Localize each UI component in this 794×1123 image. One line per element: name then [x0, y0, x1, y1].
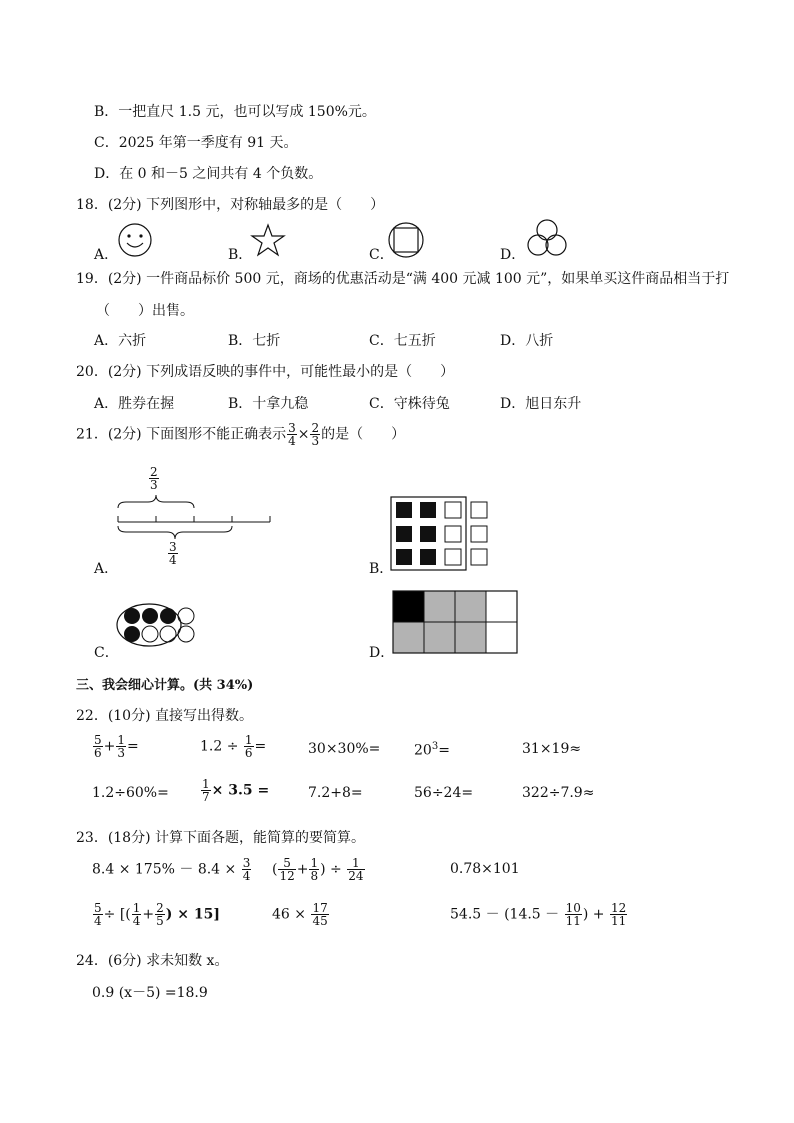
times-sign: ×: [297, 426, 310, 443]
shaded-rectangle-diagram: [392, 590, 520, 654]
number-line-diagram: [112, 498, 277, 544]
star-shape-icon: [250, 224, 286, 256]
q21-a-bottom-fraction: $\frac{3}{4}$: [169, 540, 177, 567]
q23-r1-expr2: ( $\frac{5}{12}$ + $\frac{1}{8}$ ) ÷ $\frac{1}{24}$: [272, 856, 364, 883]
q21-label-b: B．: [369, 561, 394, 577]
q20-stem: 20．(2分) 下列成语反映的事件中，可能性最小的是（ ）: [76, 364, 455, 380]
q21-label-c: C．: [94, 645, 119, 661]
circle-with-square-icon: [388, 222, 424, 258]
q22-r2-expr1: 1.2÷60%=: [92, 785, 169, 801]
q23-r2-expr1: $\frac{5}{4}$ ÷ [( $\frac{1}{4}$ + $\frac{2}{5}$ ) × 15]: [94, 901, 220, 928]
q22-r1-expr2: 1.2 ÷ $\frac{1}{6}$ =: [200, 733, 267, 760]
q22-r1-expr4: $20^3=$: [414, 741, 450, 759]
q23-r1-expr1: 8.4 × 175% － 8.4 × $\frac{3}{4}$: [92, 856, 251, 883]
q24-stem: 24．(6分) 求未知数 x。: [76, 953, 229, 969]
q23-stem: 23．(18分) 计算下面各题，能简算的要简算。: [76, 830, 366, 846]
q17-option-c: C．2025 年第一季度有 91 天。: [94, 135, 298, 151]
q23-r1-expr3: 0.78×101: [450, 861, 520, 877]
q23-r2-expr3: 54.5 － (14.5 － $\frac{10}{11}$ ) + $\frac{12}{11}$: [450, 901, 627, 928]
q21-stem-after: 的是（ ）: [321, 426, 406, 443]
q21-stem: [76, 422, 405, 447]
q22-r2-expr2: $\frac{1}{7}$ × 3.5 =: [202, 777, 270, 804]
q21-label-d: D．: [369, 645, 395, 661]
q18-option-b: B．: [228, 247, 253, 263]
q17-option-b: B．一把直尺 1.5 元，也可以写成 150%元。: [94, 104, 376, 120]
q18-stem: 18．(2分) 下列图形中，对称轴最多的是（ ）: [76, 197, 385, 213]
q18-option-c: C．: [369, 247, 394, 263]
fraction: $\frac{3}{4}$: [288, 421, 296, 448]
q20-option-b: B．十拿九稳: [228, 396, 309, 412]
q22-stem: 22．(10分) 直接写出得数。: [76, 708, 254, 724]
q22-r1-expr5: 31×19≈: [522, 741, 582, 757]
q19-option-d: D．八折: [500, 333, 554, 349]
q22-r2-expr5: 322÷7.9≈: [522, 785, 595, 801]
section-three-title: 三、我会细心计算。(共 34%): [76, 678, 254, 693]
q22-r1-expr1: $\frac{5}{6}$ + $\frac{1}{3}$ =: [94, 733, 139, 760]
q18-option-d: D．: [500, 247, 526, 263]
q22-r1-expr3: 30×30%=: [308, 741, 381, 757]
q20-option-a: A．胜券在握: [94, 396, 175, 412]
q23-r2-expr2: 46 × $\frac{17}{45}$: [272, 901, 328, 928]
fraction: $\frac{2}{3}$: [311, 421, 320, 448]
q18-option-a: A．: [94, 247, 119, 263]
q19-option-a: A．六折: [94, 333, 147, 349]
q20-option-c: C．守株待兔: [369, 396, 450, 412]
circles-ellipse-diagram: [116, 602, 204, 648]
q19-option-c: C．七五折: [369, 333, 436, 349]
three-circles-icon: [527, 218, 567, 258]
q17-option-d: D．在 0 和－5 之间共有 4 个负数。: [94, 166, 323, 182]
q22-r2-expr4: 56÷24=: [414, 785, 474, 801]
squares-grid-diagram: [390, 496, 490, 572]
q21-a-top-fraction: $\frac{2}{3}$: [150, 465, 158, 492]
q22-r2-expr3: 7.2+8=: [308, 785, 363, 801]
q19-stem-line2: （ ）出售。: [96, 303, 194, 319]
q20-option-d: D．旭日东升: [500, 396, 582, 412]
q19-option-b: B．七折: [228, 333, 281, 349]
smiley-face-icon: [118, 223, 154, 257]
q21-stem-before: 21．(2分) 下面图形不能正确表示: [76, 426, 287, 443]
q21-label-a: A．: [94, 561, 119, 577]
q24-equation: 0.9 (x－5) =18.9: [92, 985, 208, 1001]
q19-stem-line1: 19．(2分) 一件商品标价 500 元，商场的优惠活动是“满 400 元减 100 元”，如果单买这件商品相当于打: [76, 271, 730, 287]
